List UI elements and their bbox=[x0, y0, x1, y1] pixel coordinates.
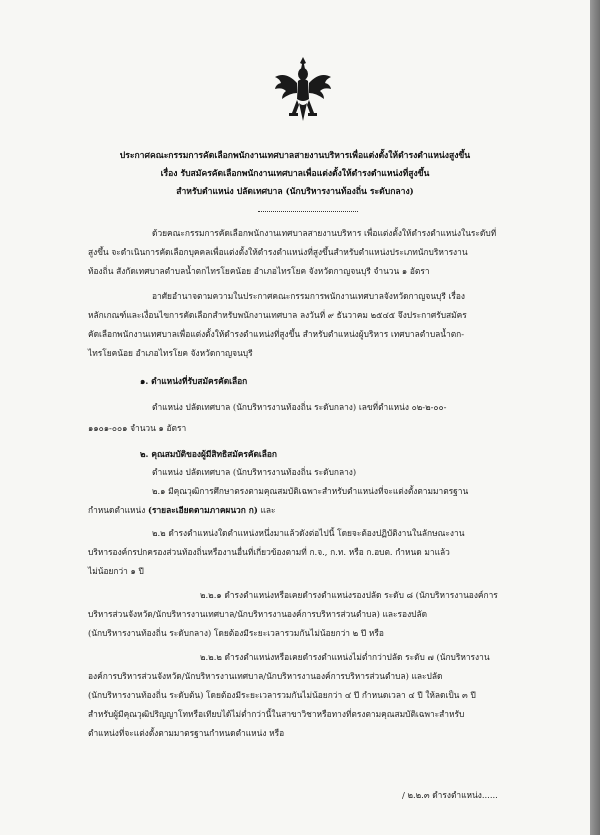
announcement-title: ประกาศคณะกรรมการคัดเลือกพนักงานเทศบาลสายงานบริหารเพื่อแต่งตั้งให้ดำรงตำแหน่งสูงขึ้น bbox=[119, 151, 471, 161]
section2-position: ตำแหน่ง ปลัดเทศบาล (นักบริหารงานท้องถิ่น ระดับกลาง) bbox=[152, 467, 357, 477]
clause-2-2-2-line: (นักบริหารงานท้องถิ่น ระดับต้น) โดยต้องมีระยะเวลารวมกันไม่น้อยกว่า ๔ ปี กำหนดเวลา ๔ ปี ให้ลดเป็น ๓ ปี bbox=[88, 690, 476, 700]
clause-2-2-1-line: (นักบริหารงานท้องถิ่น ระดับกลาง) โดยต้องมีระยะเวลารวมกันไม่น้อยกว่า ๒ ปี หรือ bbox=[88, 628, 384, 638]
section1-line: ๑๑๐๑-๐๐๑ จำนวน ๑ อัตรา bbox=[88, 423, 187, 433]
garuda-emblem-icon bbox=[272, 55, 334, 127]
continuation-note: / ๒.๒.๓ ดำรงตำแหน่ง...... bbox=[402, 790, 498, 800]
para2-line: อาศัยอำนาจตามความในประกาศคณะกรรมการพนักงานเทศบาลจังหวัดกาญจนบุรี เรื่อง bbox=[152, 291, 466, 301]
para1-line: ด้วยคณะกรรมการคัดเลือกพนักงานเทศบาลสายงานบริหาร เพื่อแต่งตั้งให้ดำรงตำแหน่งในระดับที่ bbox=[152, 228, 497, 238]
clause-2-2-2-line: ตำแหน่งที่จะแต่งตั้งตามมาตรฐานกำหนดตำแหน่ง หรือ bbox=[88, 728, 285, 738]
clause-2-2-2-line: องค์การบริหารส่วนจังหวัด/นักบริหารงานเทศบาล/นักบริหารงานองค์การบริหารส่วนตำบล) และปลัด bbox=[88, 671, 443, 681]
announcement-position: สำหรับตำแหน่ง ปลัดเทศบาล (นักบริหารงานท้องถิ่น ระดับกลาง) bbox=[176, 187, 414, 197]
page-edge-shadow bbox=[590, 0, 600, 835]
clause-2-2-line: บริหารองค์กรปกครองส่วนท้องถิ่นหรืองานอื่นที่เกี่ยวข้องตามที่ ก.จ., ก.ท. หรือ ก.อบต. กำหนด มาแล้ว bbox=[88, 547, 450, 557]
clause-2-1-line: กำหนดตำแหน่ง (รายละเอียดตามภาคผนวก ก) และ bbox=[88, 505, 276, 515]
title-divider bbox=[258, 211, 358, 212]
para2-line: หลักเกณฑ์และเงื่อนไขการคัดเลือกสำหรับพนักงานเทศบาล ลงวันที่ ๙ ธันวาคม ๒๕๔๕ จึงประกาศรับสมัคร bbox=[88, 310, 467, 320]
section1-line: ตำแหน่ง ปลัดเทศบาล (นักบริหารงานท้องถิ่น ระดับกลาง) เลขที่ตำแหน่ง ๐๒-๒-๐๐- bbox=[152, 402, 447, 412]
para1-line: สูงขึ้น จะดำเนินการคัดเลือกบุคคลเพื่อแต่งตั้งให้ดำรงตำแหน่งที่สูงขึ้นสำหรับตำแหน่งประเภทนักบริหารงาน bbox=[88, 247, 468, 257]
para2-line: ไทรโยคน้อย อำเภอไทรโยค จังหวัดกาญจนบุรี bbox=[88, 348, 253, 358]
section1-heading: ๑. ตำแหน่งที่รับสมัครคัดเลือก bbox=[140, 376, 248, 386]
clause-2-1-line: ๒.๑ มีคุณวุฒิการศึกษาตรงตามคุณสมบัติเฉพาะสำหรับตำแหน่งที่จะแต่งตั้งตามมาตรฐาน bbox=[152, 486, 469, 496]
clause-2-2-2-line: ๒.๒.๒ ดำรงตำแหน่งหรือเคยดำรงตำแหน่งไม่ต่ำกว่าปลัด ระดับ ๗ (นักบริหารงาน bbox=[200, 652, 490, 662]
clause-2-2-1-line: บริหารส่วนจังหวัด/นักบริหารงานเทศบาล/นักบริหารงานองค์การบริหารส่วนตำบล) และรองปลัด bbox=[88, 609, 428, 619]
para1-line: ท้องถิ่น สังกัดเทศบาลตำบลน้ำตกไทรโยคน้อย อำเภอไทรโยค จังหวัดกาญจนบุรี จำนวน ๑ อัตรา bbox=[88, 266, 430, 276]
clause-2-2-line: ๒.๒ ดำรงตำแหน่งใดตำแหน่งหนึ่งมาแล้วดังต่อไปนี้ โดยจะต้องปฏิบัติงานในลักษณะงาน bbox=[152, 528, 465, 538]
announcement-subject: เรื่อง รับสมัครคัดเลือกพนักงานเทศบาลเพื่อแต่งตั้งให้ดำรงตำแหน่งที่สูงขึ้น bbox=[160, 169, 430, 179]
para2-line: คัดเลือกพนักงานเทศบาลเพื่อแต่งตั้งให้ดำรงตำแหน่งที่สูงขึ้น สำหรับตำแหน่งผู้บริหาร เทศบาลตำบลน้ำตก- bbox=[88, 329, 465, 339]
appendix-reference: (รายละเอียดตามภาคผนวก ก) bbox=[148, 505, 258, 515]
clause-2-2-line: ไม่น้อยกว่า ๑ ปี bbox=[88, 566, 144, 576]
section2-heading: ๒. คุณสมบัติของผู้มีสิทธิสมัครคัดเลือก bbox=[140, 449, 277, 459]
clause-2-2-2-line: สำหรับผู้มีคุณวุฒิปริญญาโทหรือเทียบได้ไม่ต่ำกว่านี้ในสาขาวิชาหรือทางที่ตรงตามคุณสมบัติเฉพาะสำหรับ bbox=[88, 709, 465, 719]
clause-2-2-1-line: ๒.๒.๑ ดำรงตำแหน่งหรือเคยดำรงตำแหน่งรองปลัด ระดับ ๘ (นักบริหารงานองค์การ bbox=[200, 590, 498, 600]
